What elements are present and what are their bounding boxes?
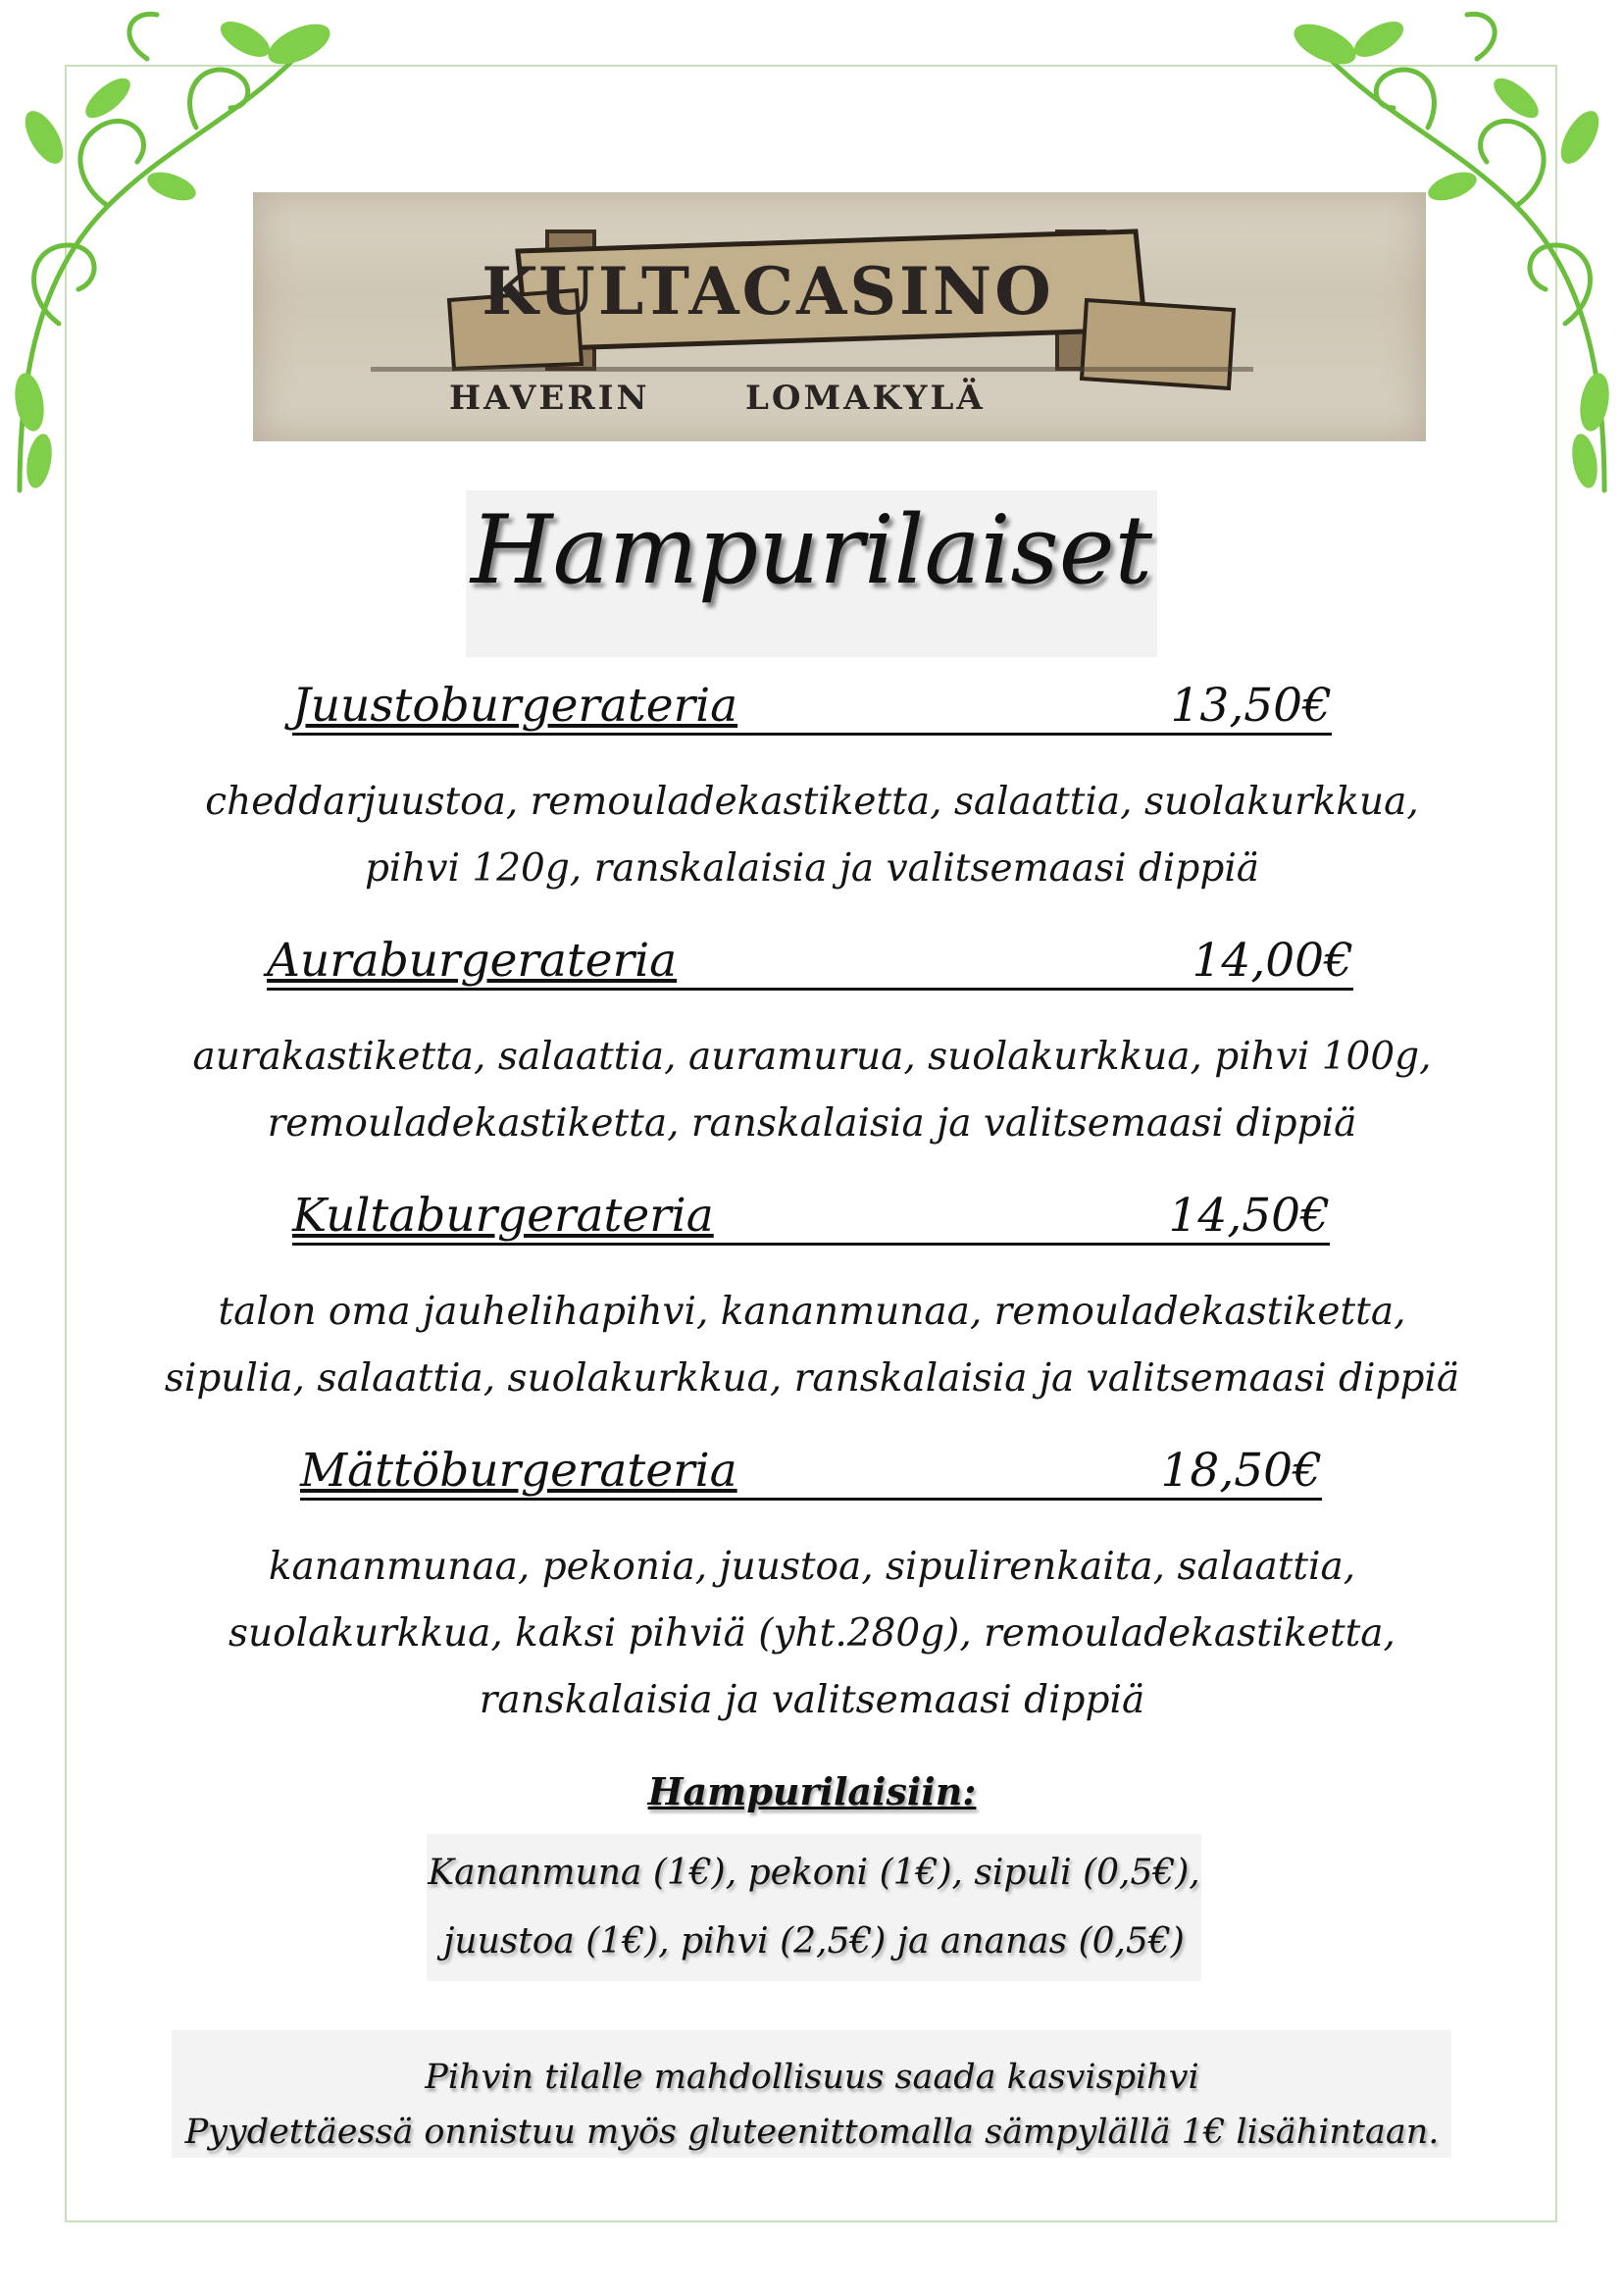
- menu-item-price: 14,50€: [1168, 1189, 1330, 1243]
- note-line: Pihvin tilalle mahdollisuus saada kasvispihvi: [425, 2058, 1199, 2097]
- extras-line: Kananmuna (1€), pekoni (1€), sipuli (0,5€),: [428, 1853, 1200, 1893]
- logo-subtitle-right: LOMAKYLÄ: [745, 379, 986, 418]
- menu-item-description: [118, 1534, 1506, 1734]
- menu-item-price: 18,50€: [1160, 1444, 1322, 1498]
- menu-item-title: [292, 1187, 1330, 1246]
- extras-line: juustoa (1€), pihvi (2,5€) ja ananas (0,5€): [443, 1921, 1185, 1962]
- description-line: sipulia, salaattia, suolakurkkua, ranskalaisia ja valitsemaasi dippiä: [164, 1356, 1460, 1401]
- menu-item-description: [118, 1279, 1506, 1412]
- menu-item-name: Kultaburgerateria: [292, 1189, 714, 1243]
- menu-item-name: Juustoburgerateria: [292, 679, 738, 733]
- menu-item-title: [292, 677, 1332, 736]
- description-line: cheddarjuustoa, remouladekastiketta, salaattia, suolakurkkua,: [205, 780, 1419, 824]
- note-line: Pyydettäessä onnistuu myös gluteenittomalla sämpylällä 1€ lisähintaan.: [184, 2113, 1440, 2152]
- extras-list: [412, 1839, 1216, 1976]
- page-title: Hampurilaiset: [470, 495, 1153, 605]
- menu-item-price: 13,50€: [1170, 679, 1332, 733]
- description-line: kananmunaa, pekonia, juustoa, sipulirenkaita, salaattia,: [268, 1545, 1356, 1589]
- description-line: suolakurkkua, kaksi pihviä (yht.280g), remouladekastiketta,: [228, 1611, 1396, 1656]
- description-line: aurakastiketta, salaattia, auramurua, suolakurkkua, pihvi 100g,: [192, 1035, 1432, 1079]
- menu-item-name: Mättöburgerateria: [300, 1444, 737, 1498]
- description-line: remouladekastiketta, ranskalaisia ja valitsemaasi dippiä: [267, 1101, 1357, 1146]
- description-line: pihvi 120g, ranskalaisia ja valitsemaasi dippiä: [364, 846, 1260, 891]
- menu-item-description: [118, 1024, 1506, 1157]
- description-line: talon oma jauhelihapihvi, kananmunaa, remouladekastiketta,: [218, 1290, 1406, 1334]
- extras-title: Hampurilaisiin:: [647, 1769, 977, 1813]
- logo-subtitle-left: HAVERIN: [449, 379, 650, 418]
- menu-item-price: 14,00€: [1192, 934, 1353, 988]
- menu-item-name: Auraburgerateria: [267, 934, 678, 988]
- menu-item-description: [118, 769, 1506, 902]
- menu-item-title: [267, 932, 1353, 991]
- notes: [147, 2050, 1477, 2160]
- logo-title: KULTACASINO: [482, 253, 1054, 330]
- menu-item-title: [300, 1442, 1322, 1501]
- description-line: ranskalaisia ja valitsemaasi dippiä: [479, 1678, 1145, 1722]
